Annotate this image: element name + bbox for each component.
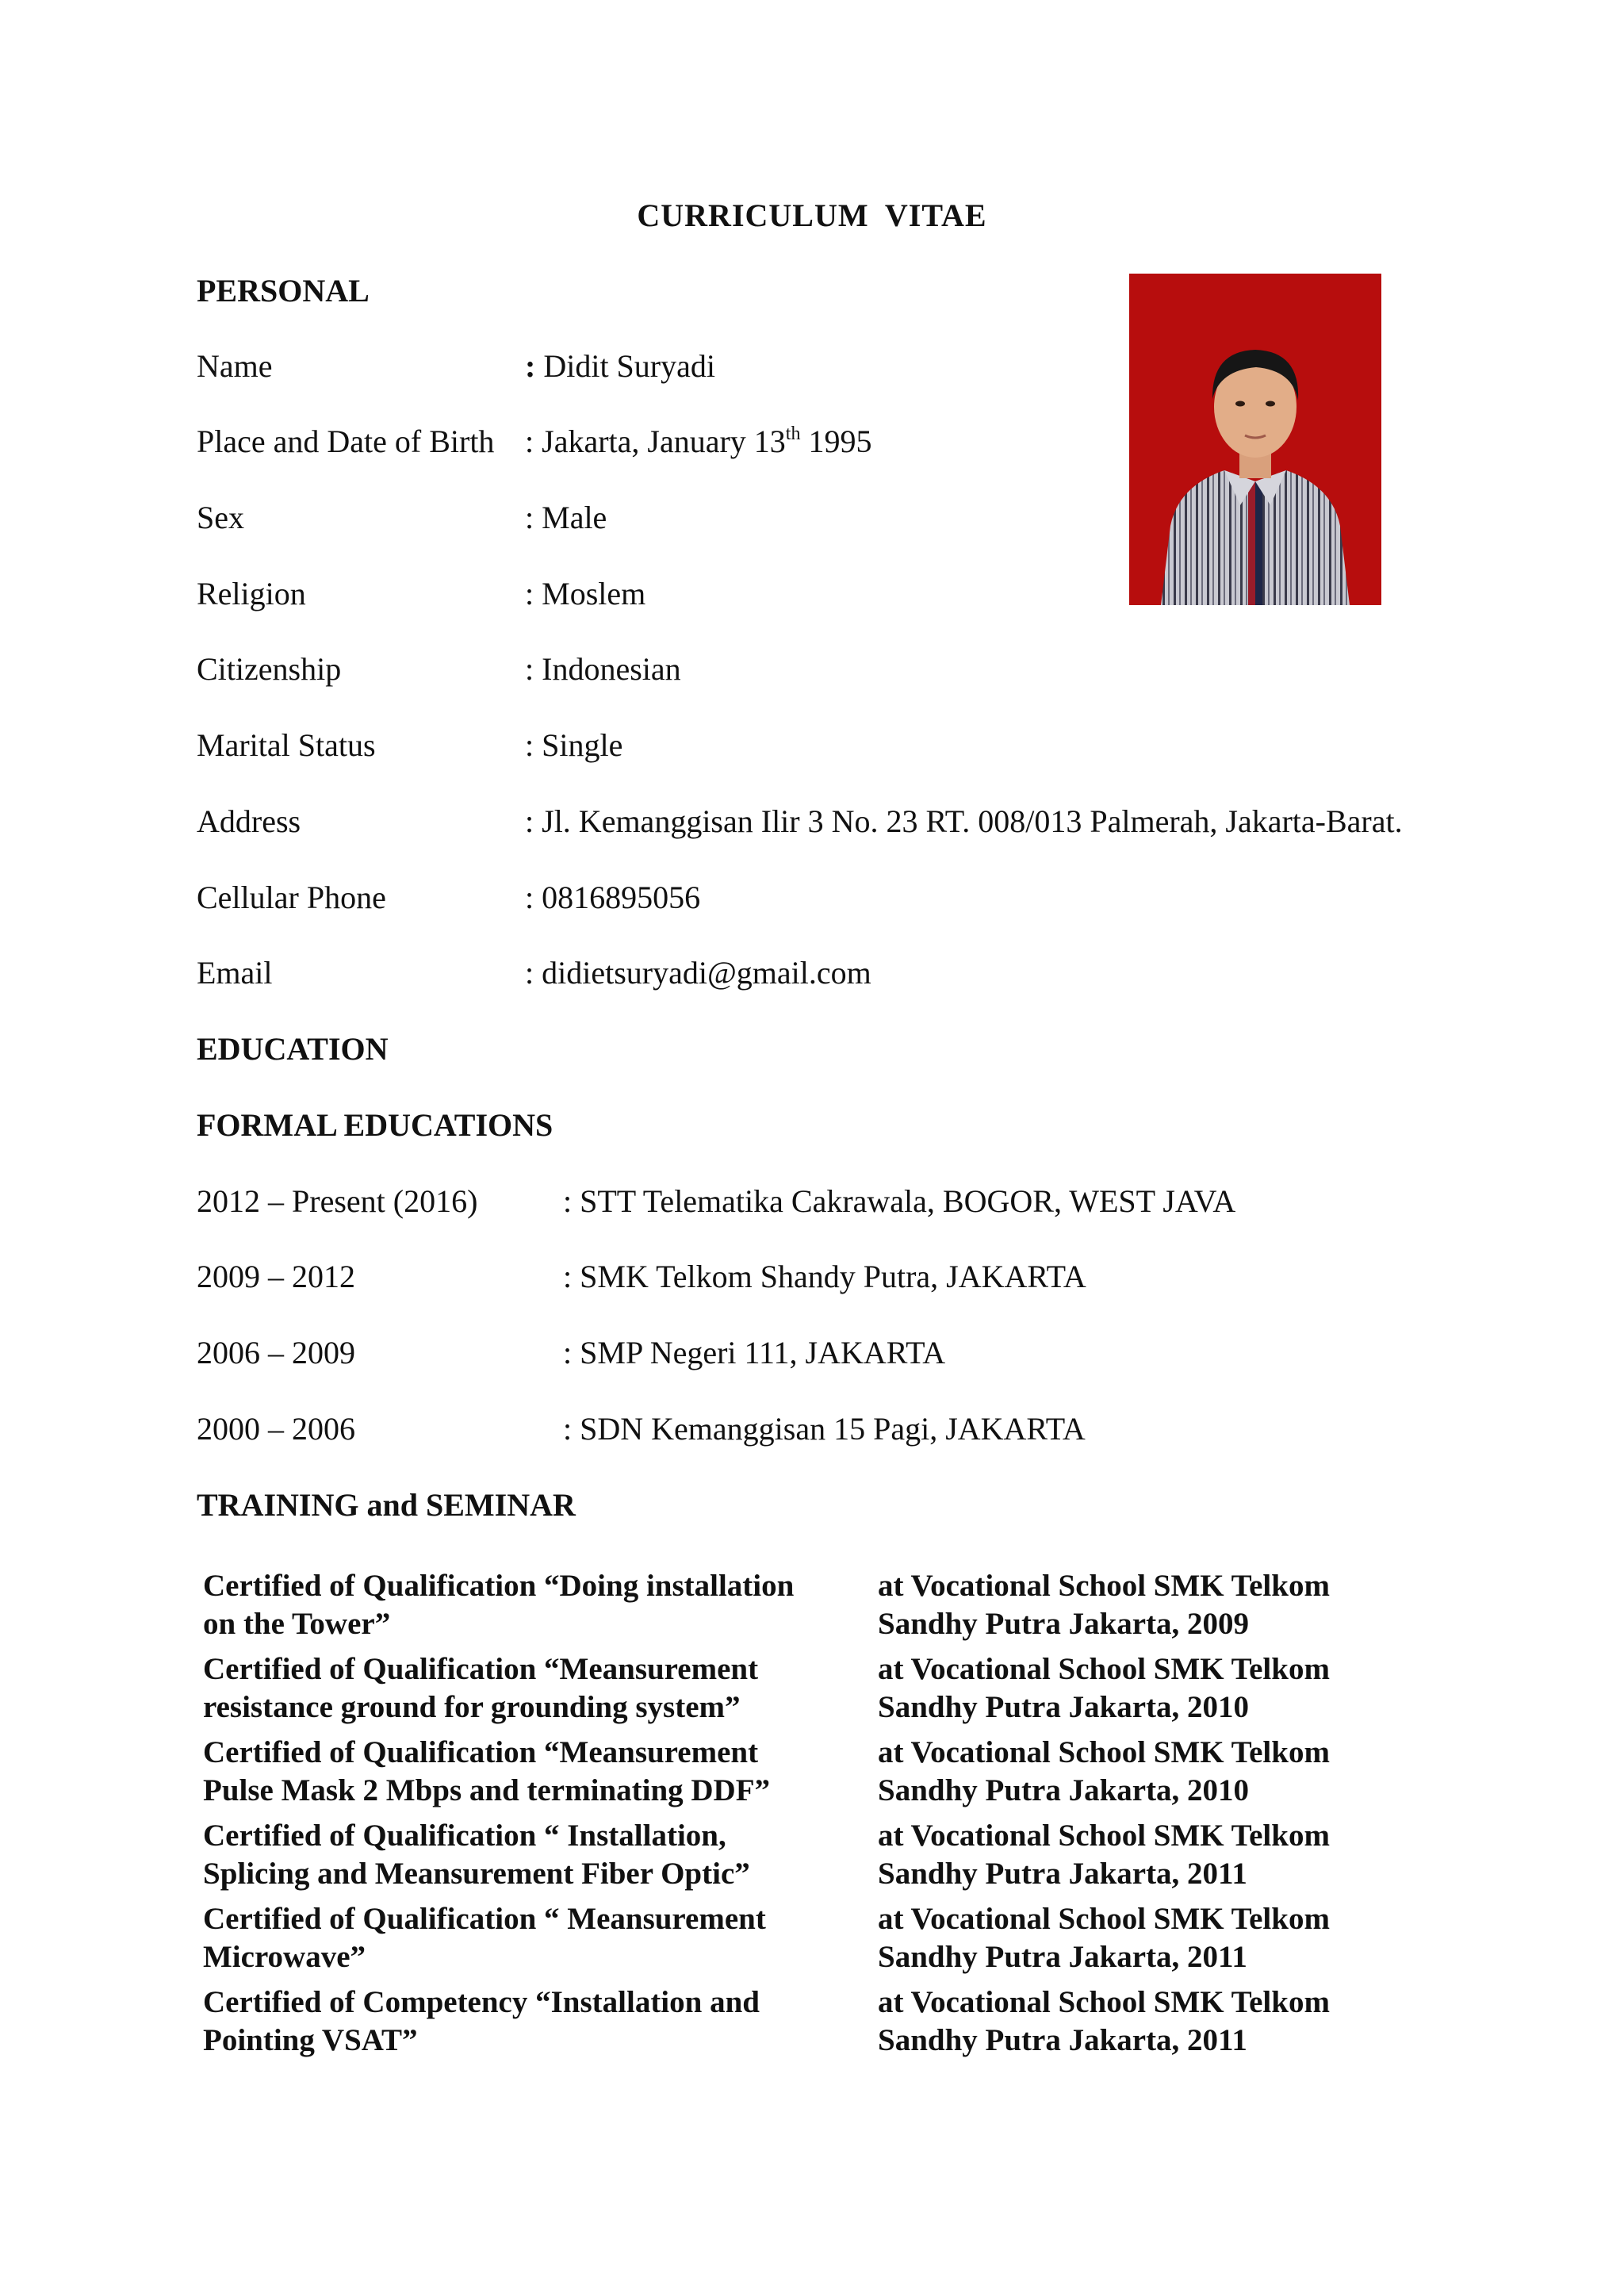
- colon: :: [563, 1411, 573, 1447]
- field-label: Name: [197, 348, 273, 384]
- field-value: Male: [542, 500, 607, 535]
- field-value-year: 1995: [800, 424, 872, 459]
- colon: :: [525, 576, 534, 611]
- field-value: Jakarta, January 13: [542, 424, 786, 459]
- education-period: 2009 – 2012: [197, 1259, 355, 1294]
- document-title: CURRICULUM VITAE: [637, 197, 987, 233]
- training-place: at Vocational School SMK Telkom Sandhy Putra Jakarta, 2009: [878, 1569, 1330, 1641]
- training-certificate: Certified of Qualification “ Meansurement Microwave”: [203, 1902, 766, 1974]
- colon: :: [525, 651, 534, 687]
- field-label: Religion: [197, 576, 306, 611]
- field-label: Sex: [197, 500, 244, 535]
- training-place: at Vocational School SMK Telkom Sandhy Putra Jakarta, 2011: [878, 1902, 1330, 1974]
- colon: :: [563, 1183, 573, 1219]
- profile-photo: [1129, 274, 1381, 605]
- personal-heading: PERSONAL: [197, 273, 370, 309]
- field-value: Single: [542, 727, 623, 763]
- field-label: Cellular Phone: [197, 880, 386, 915]
- colon: :: [525, 500, 534, 535]
- colon: :: [525, 727, 534, 763]
- field-value: 0816895056: [542, 880, 701, 915]
- field-label: Citizenship: [197, 651, 342, 687]
- training-place: at Vocational School SMK Telkom Sandhy Putra Jakarta, 2010: [878, 1652, 1330, 1724]
- training-place: at Vocational School SMK Telkom Sandhy Putra Jakarta, 2011: [878, 1819, 1330, 1891]
- field-label: Address: [197, 803, 301, 839]
- training-certificate: Certified of Qualification “Doing installation on the Tower”: [203, 1569, 795, 1641]
- field-label: Place and Date of Birth: [197, 424, 495, 459]
- field-value: Didit Suryadi: [543, 348, 715, 384]
- education-period: 2006 – 2009: [197, 1335, 355, 1370]
- field-label: Marital Status: [197, 727, 376, 763]
- training-heading: TRAINING and SEMINAR: [197, 1487, 576, 1523]
- education-school: STT Telematika Cakrawala, BOGOR, WEST JAVA: [580, 1183, 1236, 1219]
- colon: :: [525, 424, 534, 459]
- education-heading: EDUCATION: [197, 1031, 389, 1067]
- education-school: SMK Telkom Shandy Putra, JAKARTA: [580, 1259, 1086, 1294]
- field-value: Moslem: [542, 576, 646, 611]
- education-school: SMP Negeri 111, JAKARTA: [580, 1335, 946, 1370]
- training-place: at Vocational School SMK Telkom Sandhy Putra Jakarta, 2011: [878, 1985, 1330, 2057]
- education-period: 2000 – 2006: [197, 1411, 355, 1447]
- colon: :: [525, 955, 534, 991]
- field-label: Email: [197, 955, 273, 991]
- colon: :: [563, 1259, 573, 1294]
- field-value: Indonesian: [542, 651, 681, 687]
- training-place: at Vocational School SMK Telkom Sandhy Putra Jakarta, 2010: [878, 1735, 1330, 1807]
- training-certificate: Certified of Qualification “ Installation, Splicing and Meansurement Fiber Optic”: [203, 1819, 750, 1891]
- formal-education-heading: FORMAL EDUCATIONS: [197, 1107, 553, 1143]
- training-certificate: Certified of Competency “Installation and Pointing VSAT”: [203, 1985, 760, 2057]
- education-school: SDN Kemanggisan 15 Pagi, JAKARTA: [580, 1411, 1086, 1447]
- email-value[interactable]: didietsuryadi@gmail.com: [542, 955, 871, 991]
- ordinal-suffix: th: [785, 424, 801, 444]
- training-certificate: Certified of Qualification “Meansurement resistance ground for grounding system”: [203, 1652, 759, 1724]
- colon: :: [525, 803, 534, 839]
- colon: :: [525, 348, 536, 384]
- colon: :: [563, 1335, 573, 1370]
- field-value: Jl. Kemanggisan Ilir 3 No. 23 RT. 008/013 Palmerah, Jakarta-Barat.: [542, 803, 1403, 839]
- education-period: 2012 – Present (2016): [197, 1183, 478, 1219]
- colon: :: [525, 880, 534, 915]
- person-portrait-icon: [1129, 274, 1381, 605]
- training-certificate: Certified of Qualification “Meansurement Pulse Mask 2 Mbps and terminating DDF”: [203, 1735, 771, 1807]
